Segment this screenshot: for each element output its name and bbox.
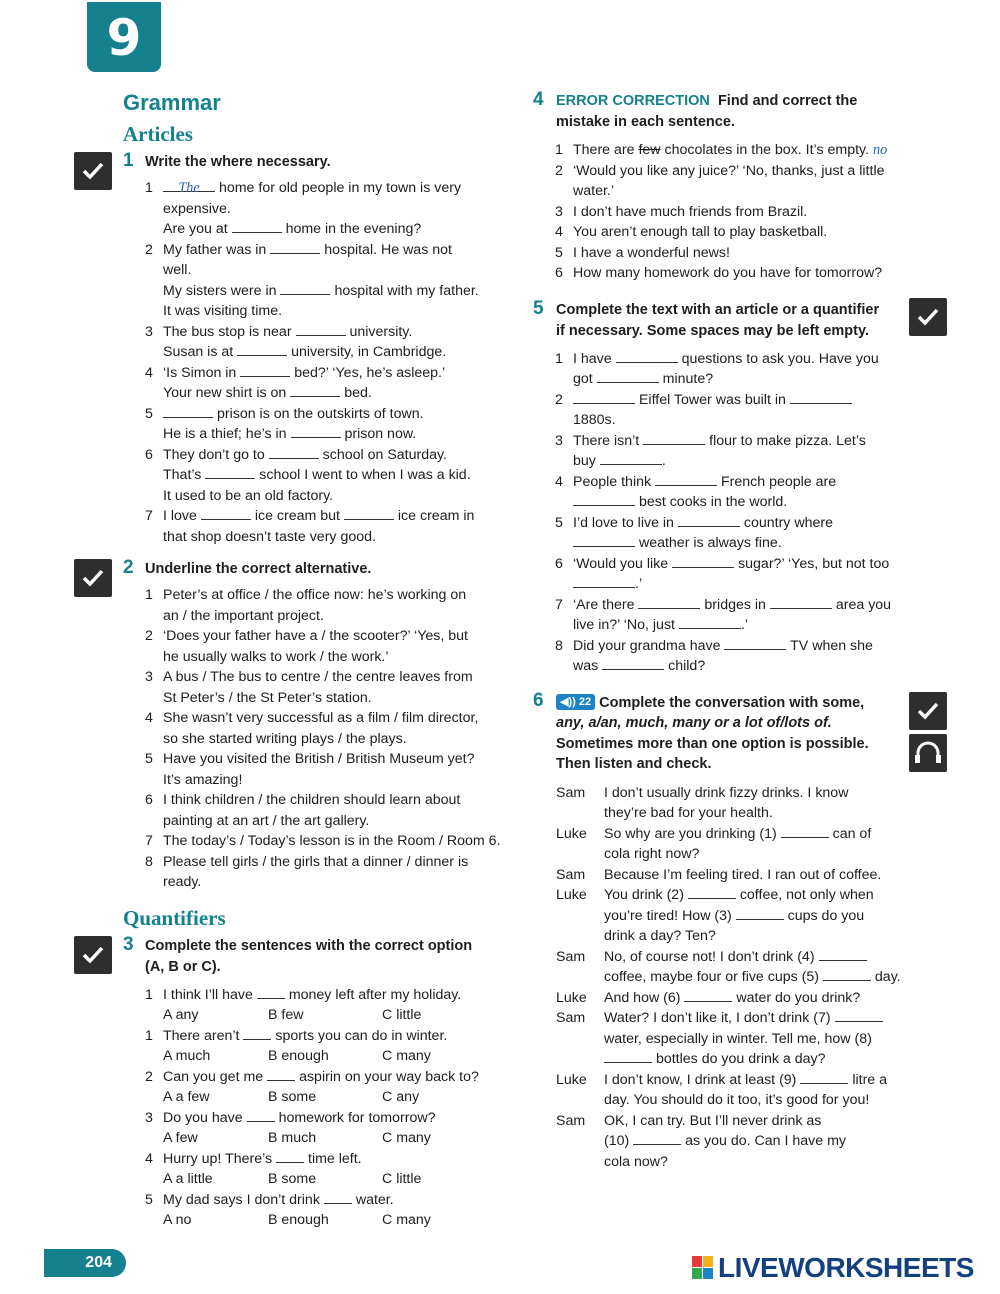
blank-input[interactable] <box>679 616 741 629</box>
checkmark-icon <box>916 700 940 722</box>
blank-input[interactable] <box>790 391 852 404</box>
blank-input[interactable] <box>604 1050 652 1063</box>
option-c[interactable]: C many <box>382 1130 431 1146</box>
blank-input[interactable] <box>678 514 740 527</box>
blank-input[interactable] <box>344 507 394 520</box>
blank-input[interactable] <box>291 425 341 438</box>
option-a[interactable]: A few <box>163 1130 198 1146</box>
blank-input[interactable] <box>633 1132 681 1145</box>
listen-button[interactable] <box>909 734 947 772</box>
blank-input[interactable] <box>600 452 662 465</box>
option-b[interactable]: B much <box>268 1130 317 1146</box>
blank-input[interactable] <box>573 493 635 506</box>
blank-input[interactable] <box>324 1191 352 1204</box>
ex1-title: Write the where necessary. <box>145 154 331 170</box>
option-c[interactable]: C little <box>382 1007 422 1023</box>
speaker-sam: Sam <box>556 867 586 883</box>
speaker-luke: Luke <box>556 826 587 842</box>
check-button-ex6[interactable] <box>909 692 947 730</box>
blank-input[interactable] <box>616 350 678 363</box>
blank-input[interactable] <box>573 575 635 588</box>
option-c[interactable]: C many <box>382 1212 431 1228</box>
ex3-title-line1: Complete the sentences with the correct option <box>145 938 473 954</box>
ex2-title: Underline the correct alternative. <box>145 561 372 577</box>
blank-input[interactable] <box>267 1068 295 1081</box>
option-c[interactable]: C any <box>382 1089 420 1105</box>
ex1-number: 1 <box>123 150 134 171</box>
check-button-ex3[interactable] <box>74 936 112 974</box>
section-title: Grammar <box>123 90 221 115</box>
option-b[interactable]: B few <box>268 1007 304 1023</box>
blank-input[interactable] <box>724 637 786 650</box>
blank-input[interactable] <box>269 446 319 459</box>
blank-input[interactable] <box>237 343 287 356</box>
blank-input[interactable] <box>573 391 635 404</box>
blank-input[interactable] <box>643 432 705 445</box>
checkmark-icon <box>916 306 940 328</box>
speaker-sam: Sam <box>556 785 586 801</box>
ex1-example-answer: The <box>178 180 200 196</box>
audio-track-badge[interactable]: ◀)) 22 <box>556 694 595 710</box>
checkmark-icon <box>81 160 105 182</box>
speaker-luke: Luke <box>556 1072 587 1088</box>
speaker-sam: Sam <box>556 1010 586 1026</box>
liveworksheets-logo-icon <box>692 1256 714 1280</box>
ex6-title-line4: Then listen and check. <box>556 756 712 772</box>
check-button-ex1[interactable] <box>74 152 112 190</box>
ex3-title-line2: (A, B or C). <box>145 959 221 975</box>
speaker-sam: Sam <box>556 1113 586 1129</box>
blank-input[interactable] <box>257 986 285 999</box>
speaker-luke: Luke <box>556 887 587 903</box>
page-number: 204 <box>44 1249 126 1277</box>
blank-input[interactable] <box>770 596 832 609</box>
blank-input[interactable] <box>243 1027 271 1040</box>
ex6-title-line1: ◀)) 22 Complete the conversation with some, <box>556 694 864 711</box>
option-a[interactable]: A no <box>163 1212 192 1228</box>
option-c[interactable]: C many <box>382 1048 431 1064</box>
option-b[interactable]: B some <box>268 1171 317 1187</box>
blank-input[interactable] <box>823 968 871 981</box>
blank-input[interactable] <box>270 241 320 254</box>
blank-input[interactable] <box>573 534 635 547</box>
checkmark-icon <box>81 944 105 966</box>
blank-input[interactable] <box>602 657 664 670</box>
option-a[interactable]: A a few <box>163 1089 210 1105</box>
ex5-number: 5 <box>533 298 544 319</box>
blank-input[interactable] <box>638 596 700 609</box>
ex4-example-answer: no <box>872 142 888 158</box>
speaker-luke: Luke <box>556 990 587 1006</box>
liveworksheets-brand: LIVEWORKSHEETS <box>718 1252 974 1283</box>
blank-input[interactable] <box>672 555 734 568</box>
blank-input[interactable] <box>247 1109 275 1122</box>
check-button-ex2[interactable] <box>74 559 112 597</box>
option-b[interactable]: B some <box>268 1089 317 1105</box>
articles-heading: Articles <box>123 122 193 146</box>
blank-input[interactable] <box>276 1150 304 1163</box>
blank-input[interactable] <box>163 405 213 418</box>
blank-input[interactable] <box>205 466 255 479</box>
ex3-number: 3 <box>123 934 134 955</box>
unit-number-tab: 9 <box>87 2 161 72</box>
option-a[interactable]: A much <box>163 1048 211 1064</box>
blank-input[interactable] <box>819 948 867 961</box>
speaker-sam: Sam <box>556 949 586 965</box>
blank-input[interactable] <box>296 323 346 336</box>
ex5-title-line2: if necessary. Some spaces may be left empty. <box>556 323 869 339</box>
ex4-title-line2: mistake in each sentence. <box>556 114 735 130</box>
ex6-number: 6 <box>533 690 544 711</box>
quantifiers-heading: Quantifiers <box>123 906 226 930</box>
option-b[interactable]: B enough <box>268 1212 329 1228</box>
blank-input[interactable] <box>240 364 290 377</box>
blank-input[interactable] <box>597 370 659 383</box>
blank-input[interactable] <box>800 1071 848 1084</box>
blank-input[interactable] <box>290 384 340 397</box>
blank-input[interactable] <box>781 825 829 838</box>
check-button-ex5[interactable] <box>909 298 947 336</box>
option-a[interactable]: A any <box>163 1007 199 1023</box>
option-b[interactable]: B enough <box>268 1048 329 1064</box>
ex4-title-line1: ERROR CORRECTION Find and correct the <box>556 93 858 109</box>
ex6-title-line2: any, a/an, much, many or a lot of/lots of. <box>556 715 832 731</box>
blank-input[interactable] <box>688 886 736 899</box>
blank-input[interactable] <box>736 907 784 920</box>
blank-input[interactable] <box>684 989 732 1002</box>
blank-input[interactable] <box>201 507 251 520</box>
blank-input[interactable] <box>280 282 330 295</box>
blank-input[interactable] <box>232 220 282 233</box>
checkmark-icon <box>81 567 105 589</box>
ex6-title-line3: Sometimes more than one option is possible. <box>556 736 869 752</box>
headphones-icon <box>909 734 947 772</box>
option-c[interactable]: C little <box>382 1171 422 1187</box>
ex4-number: 4 <box>533 89 544 110</box>
ex5-title-line1: Complete the text with an article or a quantifier <box>556 302 880 318</box>
blank-input[interactable] <box>655 473 717 486</box>
option-a[interactable]: A a little <box>163 1171 213 1187</box>
blank-input[interactable] <box>835 1009 883 1022</box>
ex2-number: 2 <box>123 557 134 578</box>
